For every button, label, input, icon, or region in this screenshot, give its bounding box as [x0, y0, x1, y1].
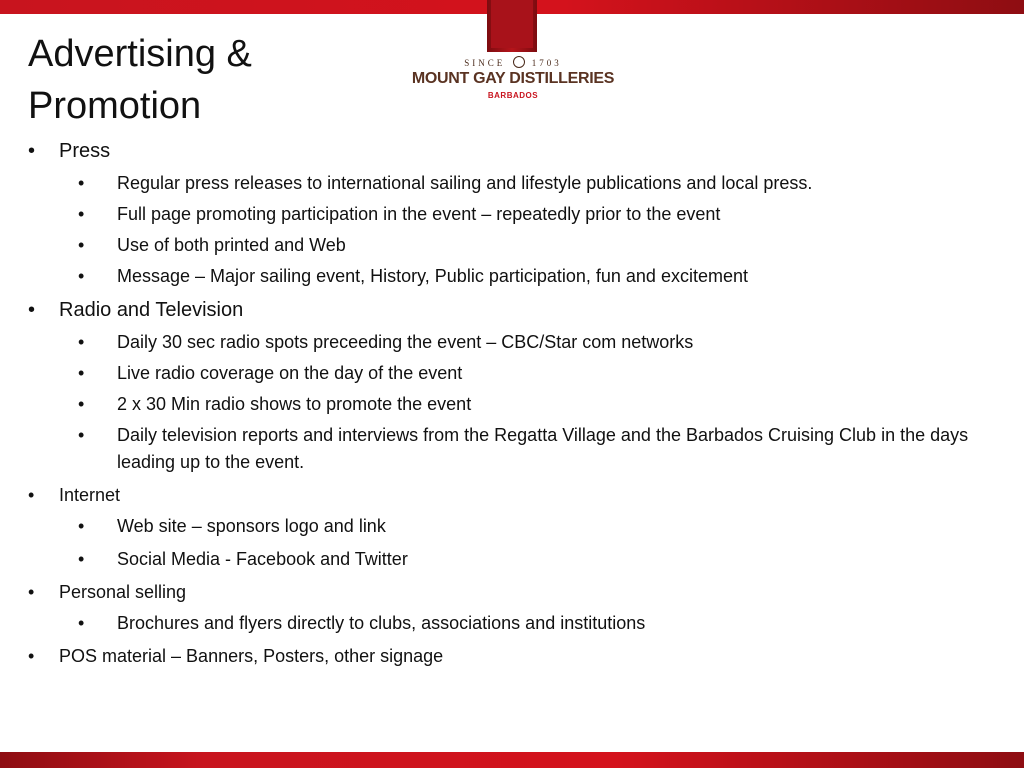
sub-bullet: • Brochures and flyers directly to clubs, associations and institutions	[28, 610, 988, 637]
sub-bullet: • Social Media - Facebook and Twitter	[28, 546, 988, 573]
logo-region: BARBADOS	[487, 91, 539, 100]
bullet-press: • Press	[28, 136, 988, 166]
sub-bullet: • Message – Major sailing event, History, Public participation, fun and excitement	[28, 263, 988, 290]
bullet-radio-television: • Radio and Television	[28, 295, 988, 325]
logo-ribbon-tab	[487, 0, 537, 52]
bullet-list	[28, 136, 988, 670]
sub-bullet: • Full page promoting participation in the event – repeatedly prior to the event	[28, 201, 988, 228]
bullet-pos-material: • POS material – Banners, Posters, other signage	[28, 642, 988, 670]
brand-logo	[410, 0, 616, 104]
bullet-personal-selling: • Personal selling	[28, 578, 988, 606]
sub-bullet: • Web site – sponsors logo and link	[28, 513, 988, 540]
logo-since-label: SINCE	[464, 58, 506, 68]
logo-since-line	[410, 56, 616, 68]
bottom-accent-bar	[0, 752, 1024, 768]
bullet-internet: • Internet	[28, 481, 988, 509]
logo-year: 1703	[531, 58, 562, 68]
sub-bullet: • 2 x 30 Min radio shows to promote the event	[28, 391, 988, 418]
sub-bullet: • Daily 30 sec radio spots preceeding the event – CBC/Star com networks	[28, 329, 988, 356]
sub-bullet: • Use of both printed and Web	[28, 232, 988, 259]
slide-title: Advertising & Promotion	[28, 33, 252, 127]
crest-icon	[513, 56, 525, 68]
logo-brand-name: MOUNT GAY DISTILLERIES	[411, 70, 615, 87]
sub-bullet: • Live radio coverage on the day of the event	[28, 360, 988, 387]
sub-bullet: • Regular press releases to international sailing and lifestyle publications and local press.	[28, 170, 988, 197]
sub-bullet: • Daily television reports and interviews from the Regatta Village and the Barbados Cruising Club in the days leading up to the event.	[28, 422, 988, 476]
